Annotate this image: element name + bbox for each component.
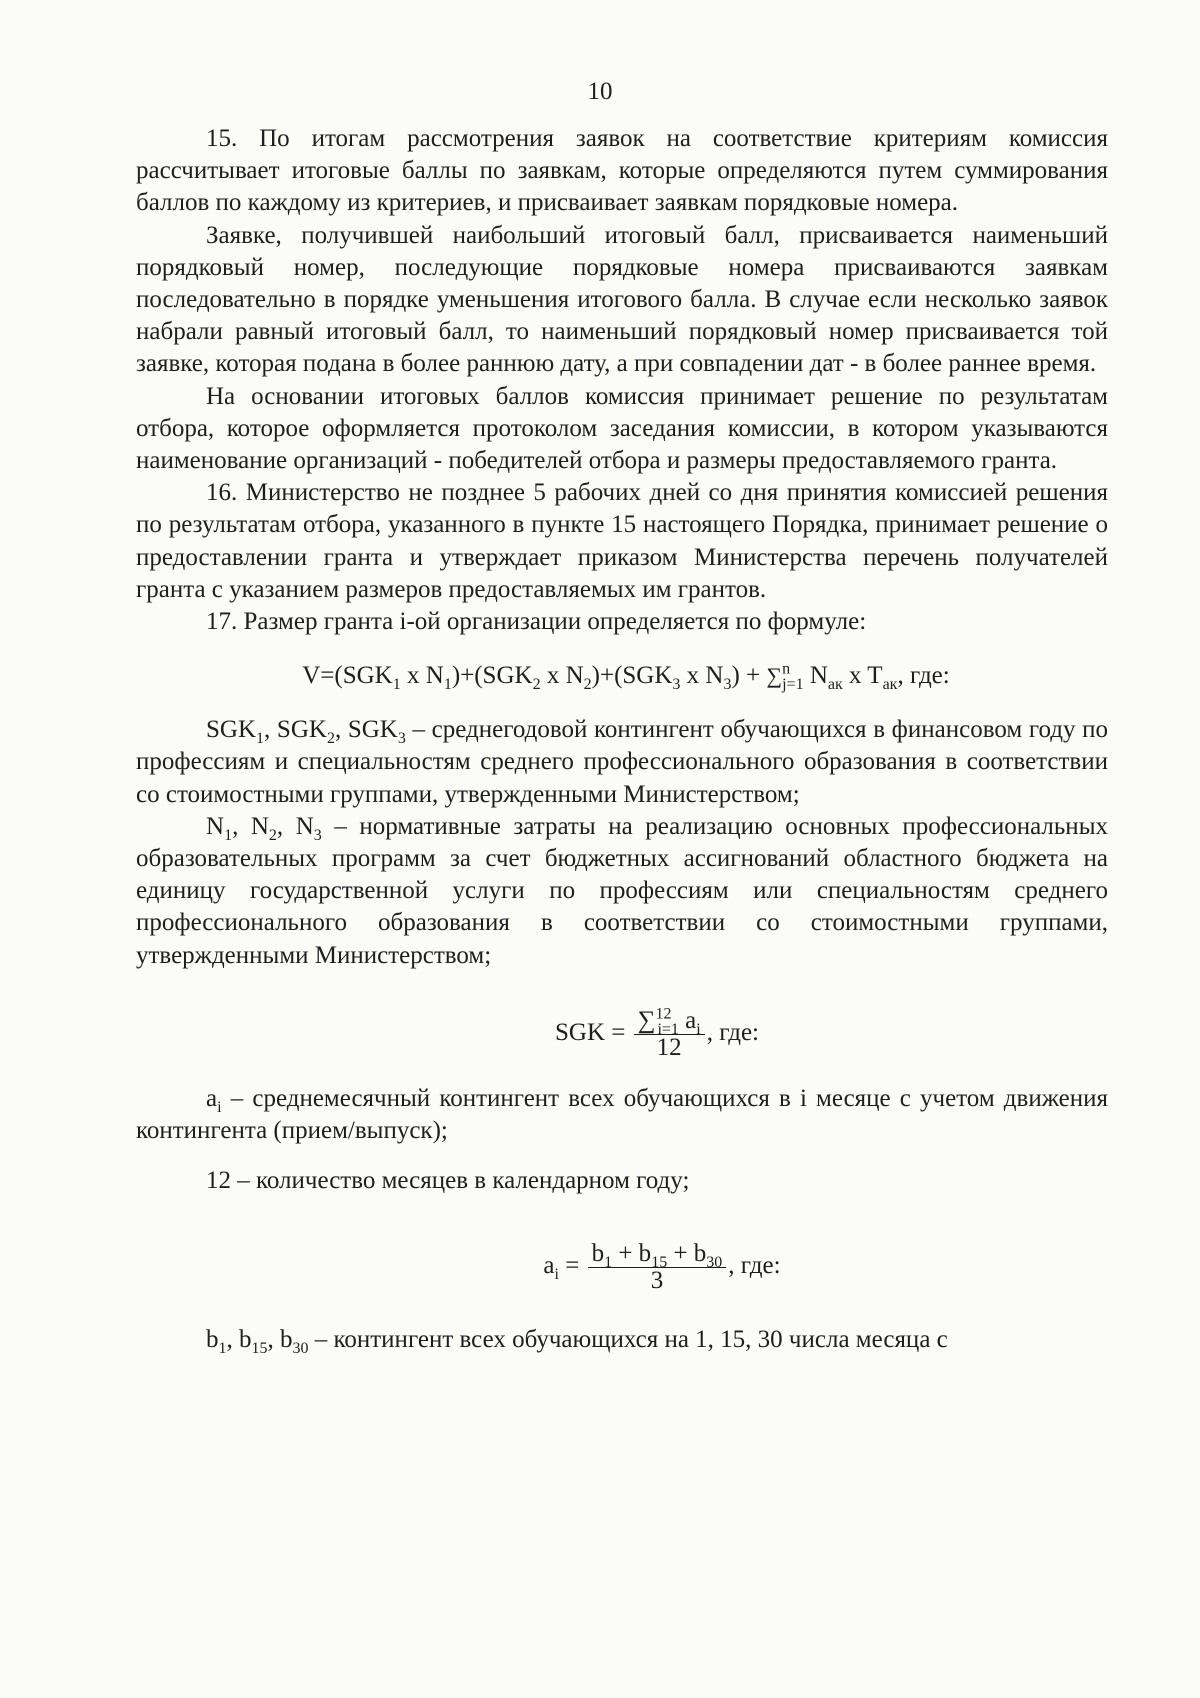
page-number: 10 (587, 78, 613, 105)
sum-symbol: ∑ (637, 1006, 656, 1034)
term-subscript: 2 (268, 826, 277, 844)
term: , N (276, 812, 314, 840)
term: , N (232, 812, 269, 840)
definition-sgk (136, 714, 1108, 811)
paragraph-15-decision: На основании итоговых баллов комиссия принимает решение по результатам отбора, которое оформляется протоколом заседания комиссии, в котором указываются наименование организаций - победителей отбора и размеры предоставляемого гранта. (136, 382, 1108, 475)
formula-text: x N (540, 662, 584, 690)
definition-b (136, 1324, 1108, 1356)
sum-upper-limit: n (782, 660, 791, 678)
formula-subscript: ак (827, 676, 843, 694)
formula-text: , где: (706, 1019, 759, 1047)
formula-subscript: 2 (532, 676, 541, 694)
formula-text: SGK = (554, 1019, 632, 1047)
formula-text: x N (680, 662, 724, 690)
term-subscript: 2 (326, 730, 335, 748)
term: , b (267, 1326, 293, 1354)
formula-subscript: 3 (723, 676, 732, 694)
formula-text: a (678, 1006, 697, 1034)
fraction-numerator (634, 1005, 705, 1038)
fraction-numerator (588, 1240, 727, 1272)
ai-formula (136, 1241, 1108, 1294)
formula-text: )+(SGK (451, 662, 533, 690)
formula-subscript: 15 (651, 1254, 668, 1272)
term-subscript: 15 (251, 1340, 268, 1358)
fraction (634, 1005, 705, 1061)
formula-subscript: 2 (583, 676, 592, 694)
formula-subscript: 3 (672, 676, 681, 694)
formula-subscript: 1 (392, 676, 401, 694)
paragraph-15: 15. По итогам рассмотрения заявок на соответствие критериям комиссия рассчитывает итоговые баллы по заявкам, которые определяются путем суммирования баллов по каждому из критериев, и присваивает заявкам порядковые номера. (136, 125, 1108, 217)
definition-months: 12 – количество месяцев в календарном году; (206, 1167, 690, 1195)
formula-text: ) + (731, 662, 767, 690)
formula-text: b (591, 1240, 605, 1268)
formula-text: + b (667, 1240, 707, 1268)
formula-text: )+(SGK (591, 662, 673, 690)
term: , b (226, 1326, 252, 1354)
sum-lower-limit: j=1 (782, 676, 804, 694)
formula-subscript: i (554, 1266, 559, 1284)
formula-text: N (803, 662, 828, 690)
term: SGK (206, 716, 257, 744)
formula-subscript: i (696, 1020, 701, 1038)
term-subscript: 1 (218, 1340, 227, 1358)
term-subscript: 1 (256, 730, 265, 748)
formula-subscript: 1 (443, 676, 452, 694)
formula-text: , где: (728, 1252, 781, 1280)
sum-lower-limit: i=1 (657, 1020, 679, 1038)
spacer (136, 1147, 1108, 1165)
paragraph-15-ranking: Заявке, получившей наибольший итоговый балл, присваивается наименьший порядковый номер, последующие порядковые номера присваиваются заявкам последовательно в порядке уменьшения итогового балла. В случае если несколько заявок набрали равный итоговый балл, то наименьший порядковый номер присваивается той заявке, которая подана в более раннюю дату, а при совпадении дат - в более раннее время. (136, 221, 1108, 378)
formula-subscript: ак (882, 676, 898, 694)
fraction-denominator: 12 (656, 1033, 682, 1061)
term-subscript: 30 (292, 1340, 309, 1358)
formula-text: V=(SGK (302, 662, 393, 690)
sum-symbol: ∑ (766, 663, 783, 689)
term: a (206, 1084, 218, 1112)
definition-n (136, 811, 1108, 972)
formula-text: a (543, 1252, 555, 1280)
formula-text: , где: (897, 662, 950, 690)
term: N (206, 812, 225, 840)
term-subscript: 3 (313, 826, 322, 844)
grant-formula (136, 660, 1108, 692)
term: b (206, 1326, 219, 1354)
sgk-formula (136, 1005, 1108, 1061)
definition-text: – нормативные затраты на реализацию основных профессиональных образовательных программ за счет бюджетных ассигнований областного бюджета на единицу государственной услуги по профессиям или специальностям среднего профессионального образования в соответствии со стоимостными группами, утвержденными Министерством; (136, 812, 1108, 969)
term-subscript: 1 (224, 826, 233, 844)
fraction (588, 1241, 727, 1294)
term-subscript: i (217, 1098, 222, 1116)
definition-ai (136, 1083, 1108, 1147)
formula-subscript: 30 (706, 1254, 723, 1272)
term: , SGK (334, 716, 398, 744)
term: , SGK (264, 716, 327, 744)
formula-subscript: 1 (604, 1254, 613, 1272)
formula-text: x T (842, 662, 883, 690)
formula-text: + b (612, 1240, 652, 1268)
paragraph-16: 16. Министерство не позднее 5 рабочих дней со дня принятия комиссией решения по результатам отбора, указанного в пункте 15 настоящего Порядка, принимает решение о предоставлении гранта и утверждает приказом Министерства перечень получателей гранта с указанием размеров предоставляемых им грантов. (136, 479, 1108, 603)
fraction-denominator: 3 (650, 1267, 664, 1295)
definition-text: – среднемесячный контингент всех обучающихся в i месяце с учетом движения контингента (прием/выпуск); (136, 1084, 1108, 1145)
paragraph-17: 17. Размер гранта i-ой организации определяется по формуле: (206, 608, 867, 636)
definition-text: – среднегодовой контингент обучающихся в финансовом году по профессиям и специальностям среднего профессионального образования в соответствии со стоимостными группами, утвержденными Министерством; (136, 716, 1108, 808)
sum-upper-limit: 12 (655, 1005, 672, 1023)
formula-text: = (558, 1252, 586, 1280)
definition-text: – контингент всех обучающихся на 1, 15, 30 числа месяца с (308, 1326, 948, 1354)
document-body (136, 123, 1108, 1357)
formula-text: x N (400, 662, 444, 690)
term-subscript: 3 (397, 730, 406, 748)
